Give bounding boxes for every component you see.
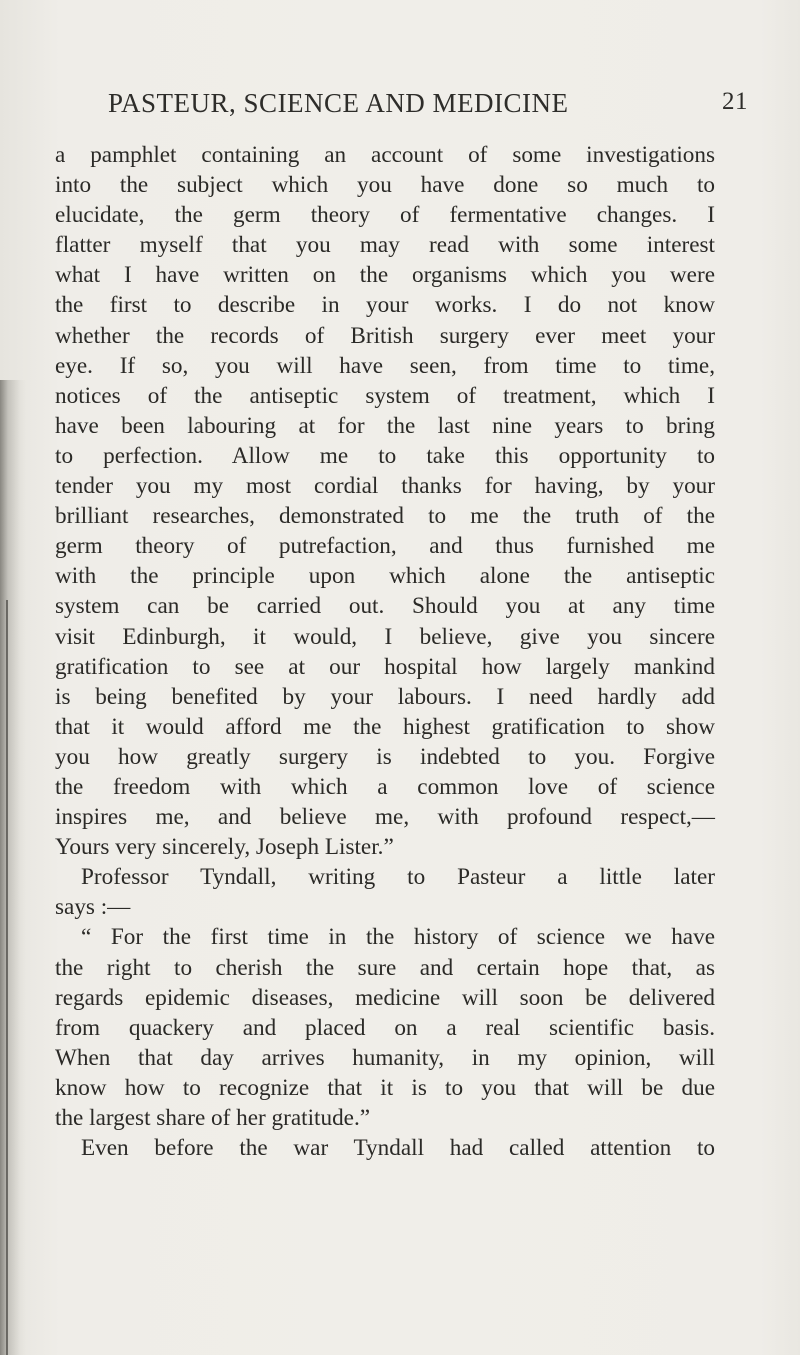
text-line: you how greatly surgery is indebted to you. Forgive: [55, 743, 715, 770]
quotation-end-line: the largest share of her gratitude.”: [55, 1105, 371, 1131]
paragraph-start-line: Even before the war Tyndall had called attention to: [81, 1135, 715, 1162]
letter-signature-line: Yours very sincerely, Joseph Lister.”: [55, 834, 394, 861]
text-line: tender you my most cordial thanks for having, by your: [55, 473, 715, 500]
text-line: flatter myself that you may read with some interest: [55, 232, 715, 259]
binding-shadow: [0, 380, 26, 1355]
text-line: regards epidemic diseases, medicine will soon be delivered: [55, 984, 715, 1011]
text-line: germ theory of putrefaction, and thus furnished me: [55, 533, 715, 560]
text-line: the freedom with which a common love of science: [55, 773, 715, 800]
text-line: is being benefited by your labours. I need hardly add: [55, 683, 715, 710]
text-line: to perfection. Allow me to take this opportunity to: [55, 442, 715, 469]
text-line: When that day arrives humanity, in my opinion, will: [55, 1044, 715, 1071]
running-head-title: PASTEUR, SCIENCE AND MEDICINE: [108, 88, 569, 118]
text-line: the right to cherish the sure and certain hope that, as: [55, 954, 715, 981]
quotation-start-line: “ For the first time in the history of science we have: [81, 924, 715, 951]
text-line: brilliant researches, demonstrated to me the truth of the: [55, 503, 715, 530]
text-line: into the subject which you have done so much to: [55, 172, 715, 199]
binding-edge: [6, 600, 8, 1355]
text-line: says :—: [55, 894, 131, 921]
text-line: with the principle upon which alone the antiseptic: [55, 563, 715, 590]
body-text: [55, 140, 715, 1163]
text-line: from quackery and placed on a real scientific basis.: [55, 1014, 715, 1041]
running-head: [108, 88, 748, 124]
text-line: gratification to see at our hospital how largely mankind: [55, 653, 715, 680]
text-line: the first to describe in your works. I do not know: [55, 292, 715, 319]
text-line: eye. If so, you will have seen, from time to time,: [55, 352, 715, 379]
text-line: know how to recognize that it is to you that will be due: [55, 1074, 715, 1101]
text-line: whether the records of British surgery ever meet your: [55, 322, 715, 349]
text-line: that it would afford me the highest gratification to show: [55, 713, 715, 740]
text-line: inspires me, and believe me, with profound respect,—: [55, 804, 715, 831]
page-number: 21: [722, 88, 748, 115]
text-line: a pamphlet containing an account of some investigations: [55, 142, 715, 168]
text-line: what I have written on the organisms which you were: [55, 262, 715, 289]
text-line: visit Edinburgh, it would, I believe, give you sincere: [55, 623, 715, 650]
text-line: have been labouring at for the last nine years to bring: [55, 412, 715, 439]
paragraph-start-line: Professor Tyndall, writing to Pasteur a little later: [81, 864, 715, 891]
text-line: elucidate, the germ theory of fermentative changes. I: [55, 202, 715, 229]
text-line: notices of the antiseptic system of treatment, which I: [55, 382, 715, 409]
text-line: system can be carried out. Should you at any time: [55, 593, 715, 620]
